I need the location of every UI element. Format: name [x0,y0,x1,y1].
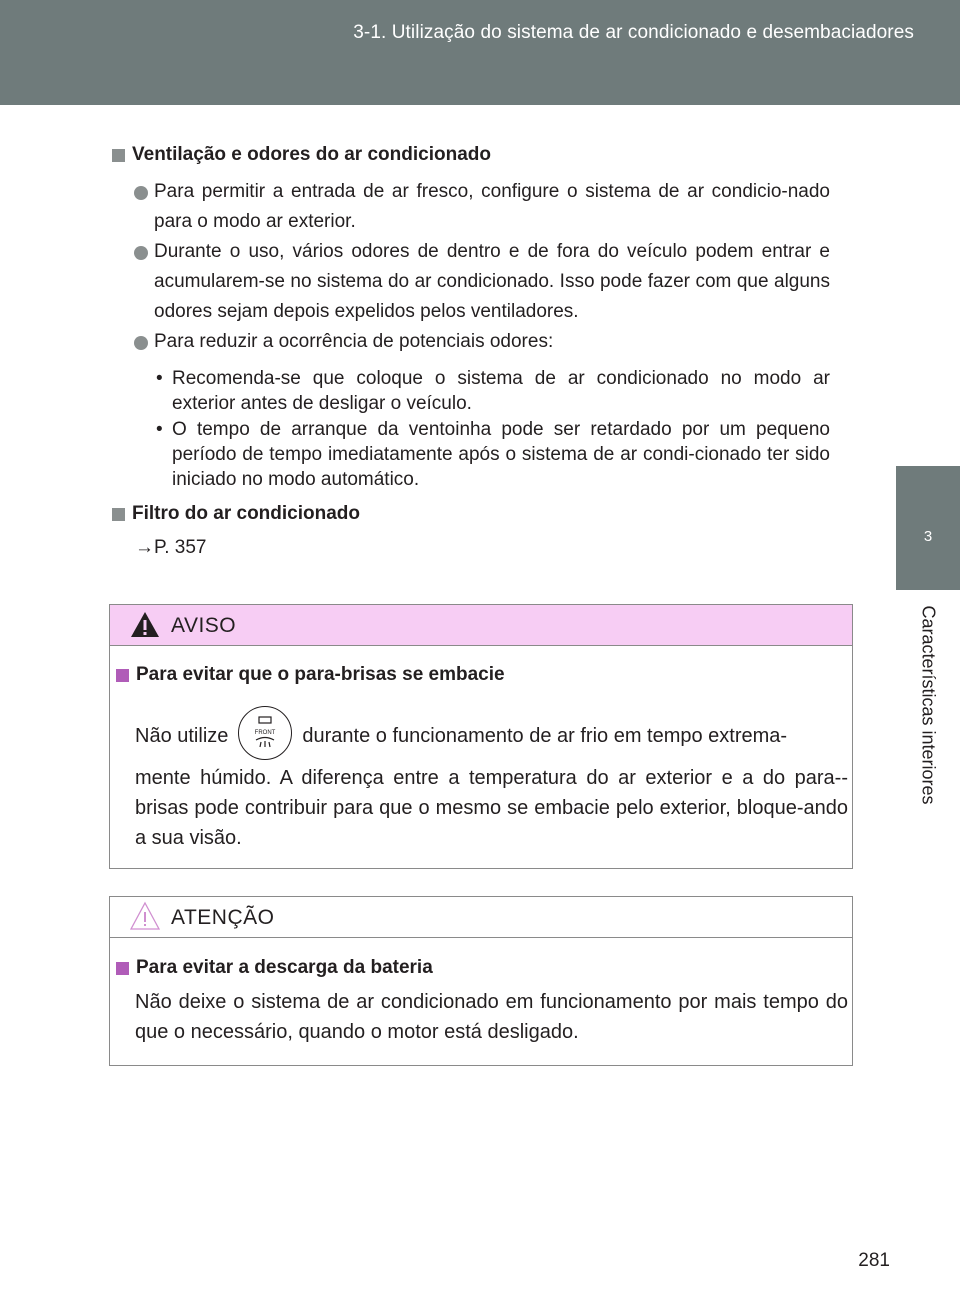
circle-bullet-icon [134,186,148,200]
chapter-number: 3 [923,528,933,545]
caution-triangle-icon [130,901,160,931]
circle-bullet-icon [134,336,148,350]
bullet-paragraph [134,237,830,327]
square-bullet-icon [112,149,125,162]
warning-text-start: Não utilize [135,725,229,747]
warning-subtitle-text: Para evitar que o para-brisas se embacie [136,664,505,685]
section-title-text: Ventilação e odores do ar condicionado [132,144,491,165]
chapter-tab [896,466,960,590]
section-title-text: Filtro do ar condicionado [132,503,360,524]
caution-box [109,896,853,1066]
warning-text-line [135,707,848,765]
sub-list-item [156,366,830,416]
warning-subtitle [116,664,505,686]
warning-text: mente húmido. A diferença entre a temperatura do ar exterior e a do para--brisas pode contribuir para que o mesmo se embacie pelo exterior, bloque-ando a sua visão. [135,767,848,849]
bullet-text: Para permitir a entrada de ar fresco, configure o sistema de ar condicio-nado para o modo ar exterior. [154,181,830,232]
bullet-paragraph [134,327,830,357]
page-number: 281 [858,1250,890,1271]
circle-bullet-icon [134,246,148,260]
warning-text-continued: durante o funcionamento de ar frio em tempo extrema- [302,725,788,747]
warning-box [109,604,853,869]
sub-item-text: O tempo de arranque da ventoinha pode ser retardado por um pequeno período de tempo imediatamente após o sistema de ar condi-cionado ter sido iniciado no modo automático. [172,419,830,490]
section-title-filter [112,503,360,525]
sub-item-text: Recomenda-se que coloque o sistema de ar condicionado no modo ar exterior antes de desligar o veículo. [172,368,830,414]
bullet-paragraph [134,177,830,237]
page-reference[interactable]: →P. 357 [135,537,207,558]
chapter-tab-label: Características interiores [918,605,939,805]
front-defroster-button-icon [238,706,292,760]
caution-header [110,897,852,938]
chapter-title: 3-1. Utilização do sistema de ar condicionado e desembaciadores [353,22,914,43]
caution-text: Não deixe o sistema de ar condicionado em funcionamento por mais tempo do que o necessário, quando o motor está desligado. [135,991,848,1043]
warning-header [110,605,852,646]
caution-subtitle [116,957,433,979]
section-title-ventilation [112,144,491,166]
warning-label: AVISO [171,614,237,637]
caution-subtitle-text: Para evitar a descarga da bateria [136,957,433,978]
sub-bullet-mark: • [156,419,163,440]
warning-triangle-icon [130,611,160,638]
square-bullet-icon [116,962,129,975]
square-bullet-icon [112,508,125,521]
page-header [0,0,960,105]
caution-label: ATENÇÃO [171,906,275,929]
square-bullet-icon [116,669,129,682]
svg-text:FRONT: FRONT [255,729,276,736]
sub-bullet-mark: • [156,368,163,389]
bullet-text: Para reduzir a ocorrência de potenciais odores: [154,331,554,352]
bullet-text: Durante o uso, vários odores de dentro e de fora do veículo podem entrar e acumularem-se no sistema do ar condicionado. Isso pode fazer com que alguns odores sejam depois expelidos pelos ventiladores. [154,241,830,322]
sub-list-item [156,417,830,492]
